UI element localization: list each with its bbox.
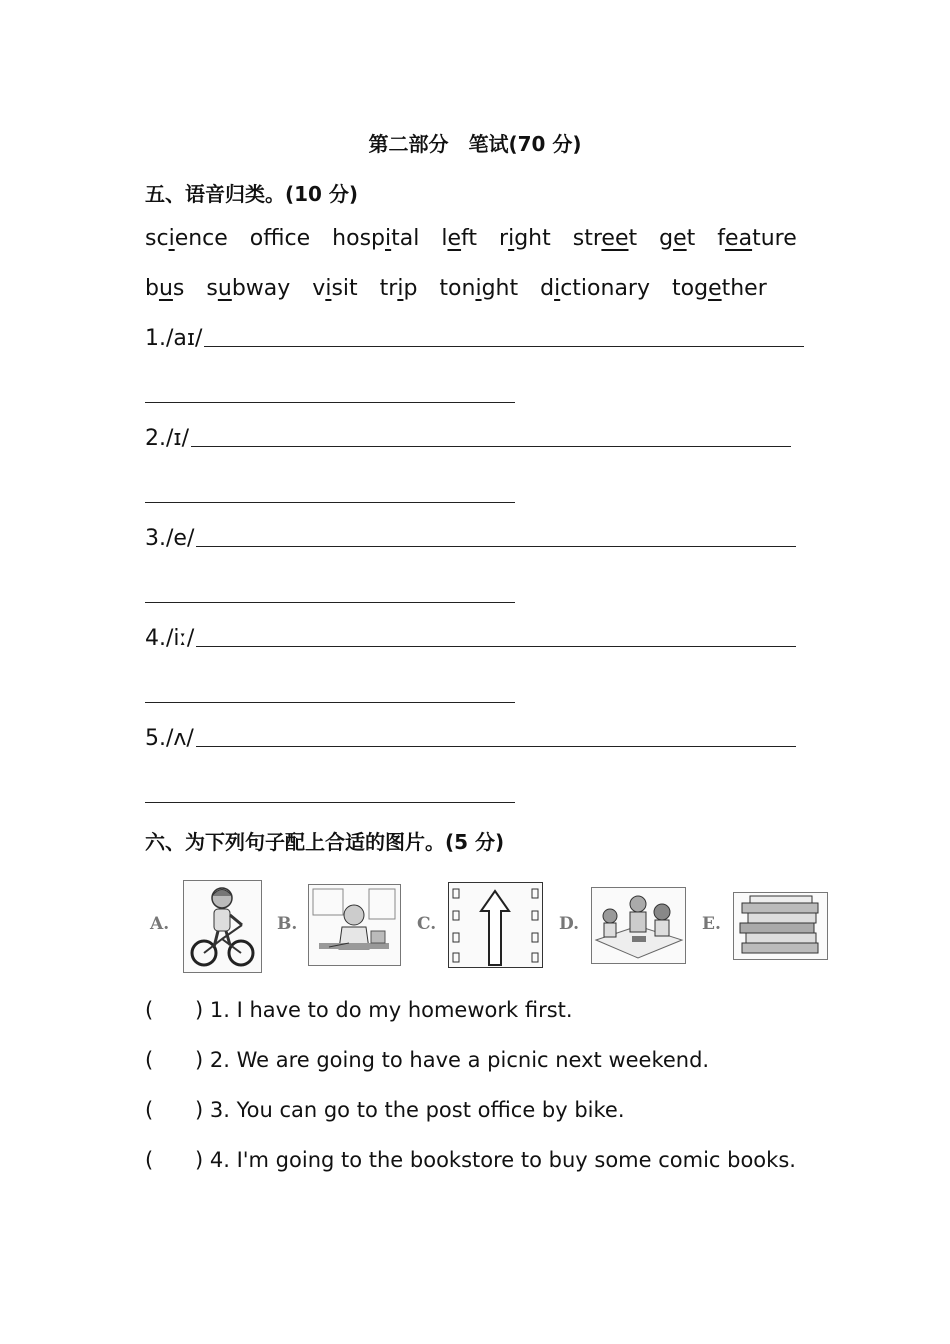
word: left xyxy=(441,226,478,251)
sound-item-5 xyxy=(145,726,796,751)
underlined-letters: e xyxy=(447,226,462,251)
underlined-letters: i xyxy=(168,226,175,251)
underlined-letters: i xyxy=(397,276,404,301)
picture-strip xyxy=(150,878,840,974)
picture-label-a: A. xyxy=(150,914,170,934)
sound-item-2 xyxy=(145,426,791,451)
sound-item-1 xyxy=(145,326,804,351)
word: feature xyxy=(717,226,797,251)
underlined-letters: i xyxy=(554,276,561,301)
answer-line[interactable] xyxy=(196,546,796,547)
question-3 xyxy=(145,1098,625,1122)
boy-riding-bike-icon xyxy=(183,880,262,973)
boy-doing-homework-icon xyxy=(308,884,401,966)
underlined-letters: i xyxy=(475,276,482,301)
word: hospital xyxy=(332,226,420,251)
answer-line-continued[interactable] xyxy=(145,802,515,803)
word: right xyxy=(499,226,551,251)
answer-line[interactable] xyxy=(191,446,791,447)
answer-blank[interactable]: ( xyxy=(145,1148,154,1172)
section6-heading: 六、为下列句子配上合适的图片。(5 分) xyxy=(145,830,505,854)
word: tonight xyxy=(439,276,519,301)
question-text: ) 4. I'm going to the bookstore to buy some comic books. xyxy=(195,1148,796,1172)
picture-label-e: E. xyxy=(702,914,721,934)
answer-line[interactable] xyxy=(196,646,796,647)
word: get xyxy=(659,226,696,251)
underlined-letters: u xyxy=(217,276,232,301)
question-text: ) 3. You can go to the post office by bike. xyxy=(195,1098,625,1122)
word: science xyxy=(145,226,228,251)
answer-line[interactable] xyxy=(196,746,796,747)
question-4 xyxy=(145,1148,796,1172)
word: dictionary xyxy=(540,276,650,301)
sound-label: 5./ʌ/ xyxy=(145,726,194,751)
answer-blank[interactable]: ( xyxy=(145,998,154,1022)
picture-label-c: C. xyxy=(417,914,437,934)
sound-label: 2./ɪ/ xyxy=(145,426,189,451)
word: trip xyxy=(379,276,418,301)
sound-label: 4./iː/ xyxy=(145,626,195,651)
page-title: 第二部分 笔试(70 分) xyxy=(368,132,582,156)
question-text: ) 2. We are going to have a picnic next weekend. xyxy=(195,1048,710,1072)
picture-label-b: B. xyxy=(277,914,298,934)
family-picnic-icon xyxy=(591,887,686,964)
answer-line[interactable] xyxy=(204,346,804,347)
word: offce xyxy=(249,226,311,251)
underlined-letters: i xyxy=(508,226,515,251)
word-row-1 xyxy=(145,226,819,251)
answer-line-continued[interactable] xyxy=(145,502,515,503)
answer-line-continued[interactable] xyxy=(145,702,515,703)
answer-line-continued[interactable] xyxy=(145,602,515,603)
picture-label-d: D. xyxy=(559,914,580,934)
question-2 xyxy=(145,1048,709,1072)
stack-of-books-icon xyxy=(733,892,828,960)
word-row-2 xyxy=(145,276,789,301)
sound-item-3 xyxy=(145,526,796,551)
underlined-letters: e xyxy=(673,226,687,251)
underlined-letters: ea xyxy=(725,226,753,251)
underlined-letters: ee xyxy=(601,226,629,251)
underlined-letters: u xyxy=(158,276,173,301)
question-1 xyxy=(145,998,573,1022)
word: visit xyxy=(312,276,358,301)
answer-line-continued[interactable] xyxy=(145,402,515,403)
section5-heading: 五、语音归类。(10 分) xyxy=(145,182,359,206)
go-straight-arrow-icon xyxy=(448,882,543,968)
sound-item-4 xyxy=(145,626,796,651)
question-text: ) 1. I have to do my homework first. xyxy=(195,998,573,1022)
underlined-letters: i xyxy=(385,226,392,251)
sound-label: 3./e/ xyxy=(145,526,195,551)
underlined-letters: e xyxy=(708,276,722,301)
word: bus xyxy=(145,276,185,301)
word: together xyxy=(672,276,767,301)
word: subway xyxy=(206,276,291,301)
answer-blank[interactable]: ( xyxy=(145,1098,154,1122)
sound-label: 1./aɪ/ xyxy=(145,326,203,351)
word: street xyxy=(572,226,638,251)
underlined-letters: i xyxy=(325,276,332,301)
answer-blank[interactable]: ( xyxy=(145,1048,154,1072)
